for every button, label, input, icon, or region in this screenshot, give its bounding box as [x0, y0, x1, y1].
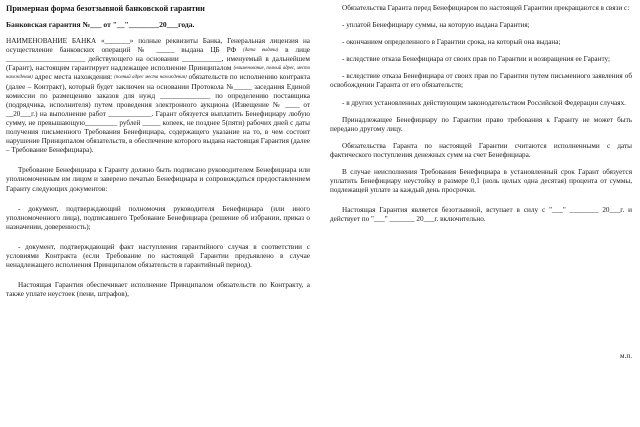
seal-placeholder: м.п. — [620, 352, 632, 360]
text-run: в лице ______________________ действующего на основании ___________, именуемый в дальнейшем (Гарант), настоящим гарантирует надлежащее исполнение Принципалом — [6, 46, 310, 73]
paragraph: Обязательства Гаранта по настоящей Гарантии считаются исполненными с даты фактического поступления денежных сумм на счет Бенефициара. — [330, 141, 632, 159]
paragraph: - вследствие отказа Бенефициара от своих прав по Гарантии и возвращения ее Гаранту; — [342, 55, 610, 64]
paragraph: Требование Бенефициара к Гаранту должно быть подписано руководителем Бенефициара или уполномоченным им лицом и заверено печатью Бенефициара и сопровождаться предоставлением Гаранту следующих документов: — [6, 166, 310, 193]
left-column — [6, 4, 310, 299]
text-run: адрес места нахождения: — [32, 73, 115, 82]
paragraph: Принадлежащее Бенефициару по Гарантии право требования к Гаранту не может быть передано другому лицу. — [330, 115, 632, 133]
paragraph: - в других установленных действующим законодательством Российской Федерации случаях. — [342, 98, 626, 107]
paragraph — [6, 37, 310, 155]
field-hint: (полный адрес места нахождения) — [114, 75, 187, 81]
paragraph: Настоящая Гарантия обеспечивает исполнение Принципалом обязательств по Контракту, а также уплате неустоек (пени, штрафов), — [6, 281, 310, 299]
paragraph: - вследствие отказа Бенефициара от своих прав по Гарантии путем письменного заявления об освобождении Гаранта от его обязательств; — [330, 72, 632, 90]
right-column — [330, 4, 632, 225]
text-run: обязательств по исполнению контракта (далее – Контракт), который будет заключен на основании Протокола №_____ заседания Единой комиссии по размещению заказов для нужд ______________ по определению поставщика (подрядчика, исполнителя) путем проведения электронного аукциона (Извещение № ____ от __20___г.) на выполнение работ ____________. Гарант обязуется выплатить Бенефициару любую сумму, не превышающую_________ рублей _____ копеек, не позднее 5(пяти) рабочих дней с даты получения письменного Требования Бенефициара, содержащего указание на то, в чем состоит нарушение Принципалом обязательств, в обеспечение которого выдана настоящая Гарантия (далее – Требование Бенефициара). — [6, 73, 311, 155]
paragraph: - документ, подтверждающий полномочия руководителя Бенефициара (или иного уполномоченного лица), подписавшего Требование Бенефициара (решение об избрании, приказ о назначении, доверенность); — [6, 204, 310, 231]
field-hint: (наименование, полный адрес, место нахождения) — [6, 66, 310, 81]
paragraph: Обязательства Гаранта перед Бенефициаром по настоящей Гарантии прекращаются в связи с: — [342, 4, 630, 12]
document-title: Примерная форма безотзывной банковской гарантии — [6, 4, 205, 13]
paragraph: - уплатой Бенефициару суммы, на которую выдана Гарантия; — [342, 21, 530, 30]
paragraph: Настоящая Гарантия является безотзывной, вступает в силу с "___" ________ 20___г. и действует по "___" _______ 20___г. включительно. — [330, 206, 632, 224]
guarantee-heading: Банковская гарантия №___ от "__"________20___года. — [6, 20, 195, 29]
paragraph: - документ, подтверждающий факт наступления гарантийного случая в соответствии с условиями Контракта (если Требование по настоящей Гарантии предъявлено в случае ненадлежащего исполнения Принципалом обязательств в гарантийный период). — [6, 242, 310, 270]
text-run: НАИМЕНОВАНИЕ БАНКА «_______» полные реквизиты Банка, Генеральная лицензия на осуществление банковских операций № _____ выдана ЦБ РФ — [6, 37, 310, 55]
paragraph: - окончанием определенного в Гарантии срока, на который она выдана; — [342, 38, 561, 47]
field-hint: (дата выдачи) — [243, 48, 279, 54]
paragraph: В случае неисполнения Требования Бенефициара в установленный срок Гарант обязуется уплатить Бенефициару неустойку в размере 0,1 (ноль целых одна десятая) процента от суммы, подлежащей уплате за каждый день просрочки. — [330, 168, 632, 195]
